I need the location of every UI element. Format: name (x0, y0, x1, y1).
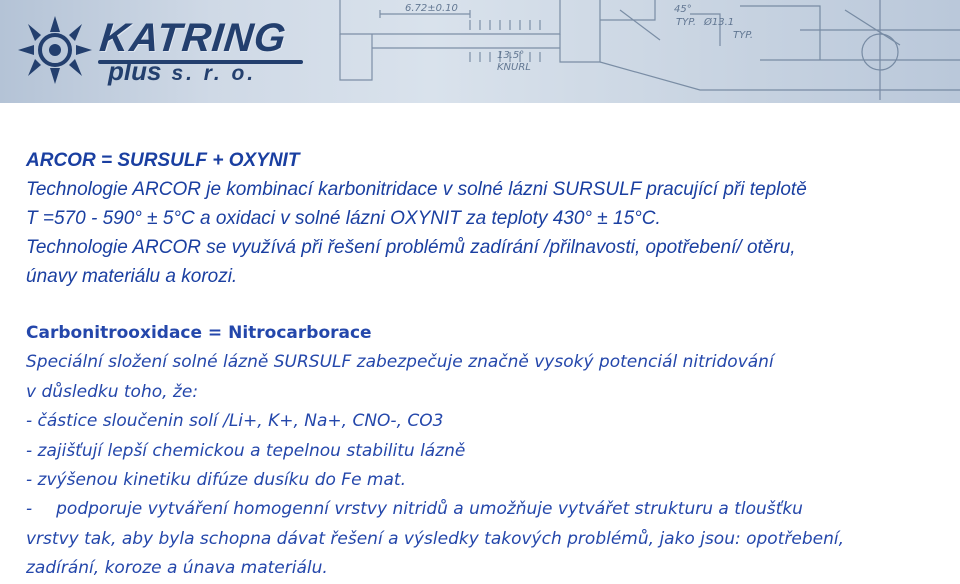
main-content (26, 146, 946, 584)
section-nitrocarborace-line: Speciální složení solné lázně SURSULF zabezpečuje značně vysoký potenciál nitridování (26, 352, 774, 373)
brand-name: KATRING (97, 16, 289, 60)
drawing-label-typ-2: TYP. (733, 30, 754, 41)
company-logo (0, 0, 320, 103)
brand-legal-form: s. r. o. (171, 62, 257, 85)
drawing-label-angle: 45° (674, 4, 692, 15)
section-arcor-line: T =570 - 590° ± 5°C a oxidaci v solné lázni OXYNIT za teploty 430° ± 15°C. (26, 208, 661, 229)
drawing-label-knurl: KNURL (497, 62, 531, 73)
section-nitrocarborace-line: v důsledku toho, že: (26, 381, 199, 402)
brand-suffix: plus (108, 56, 162, 86)
continuation-line: vrstvy tak, aby byla schopna dávat řešení a výsledky takových problémů, jako jsou: opotřebení, (26, 528, 844, 549)
list-item: - částice sloučenin solí /Li+, K+, Na+, CNO-, CO3 (26, 411, 444, 432)
logo-emblem-icon (10, 10, 100, 90)
bullet-text: podporuje vytváření homogenní vrstvy nitridů a umožňuje vytvářet strukturu a tloušťku (56, 499, 803, 520)
section-arcor-line: Technologie ARCOR se využívá při řešení problémů zadírání /přilnavosti, opotřebení/ otěru, (26, 237, 796, 258)
header-banner (0, 0, 960, 103)
list-item-bullet (26, 495, 946, 524)
drawing-label-length: 6.72±0.10 (405, 3, 458, 14)
list-item: - zvýšenou kinetiku difúze dusíku do Fe mat. (26, 470, 406, 491)
continuation-line: zadírání, koroze a únava materiálu. (26, 558, 328, 579)
brand-subtitle (108, 56, 256, 87)
drawing-label-typ-1: TYP. (676, 17, 697, 28)
bullet-dash: - (26, 499, 33, 520)
section-nitrocarborace-heading: Carbonitrooxidace = Nitrocarborace (26, 323, 372, 343)
drawing-label-diameter: Ø13.1 (704, 17, 735, 28)
section-arcor-line: únavy materiálu a korozi. (26, 266, 238, 287)
section-nitrocarborace (26, 319, 946, 584)
drawing-label-knurl-angle: 13.5° (497, 50, 525, 61)
section-arcor-heading: ARCOR = SURSULF + OXYNIT (26, 150, 300, 171)
section-arcor-line: Technologie ARCOR je kombinací karbonitridace v solné lázni SURSULF pracující při teplotě (26, 179, 807, 200)
section-arcor (26, 146, 946, 291)
list-item: - zajišťují lepší chemickou a tepelnou stabilitu lázně (26, 440, 466, 461)
